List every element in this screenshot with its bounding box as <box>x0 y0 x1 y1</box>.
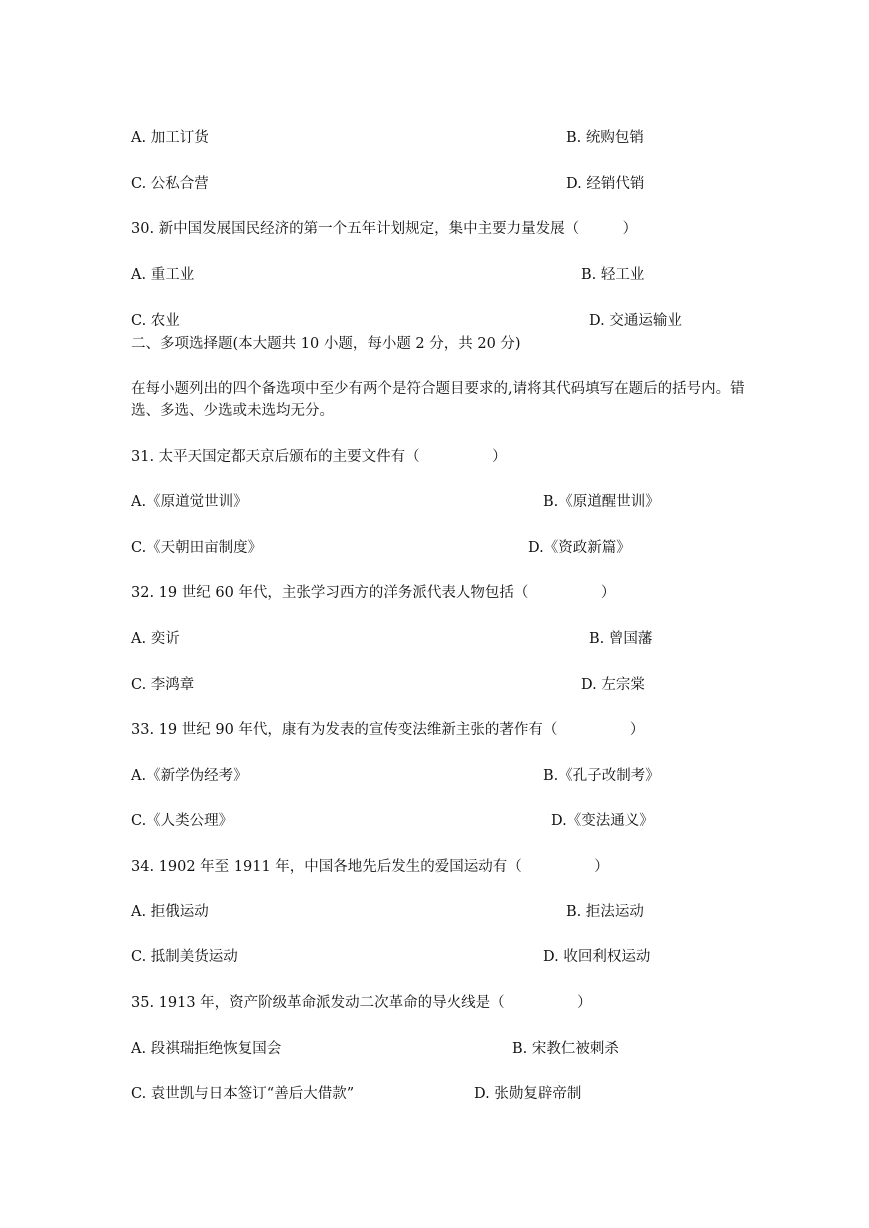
q34-stem: 34. 1902 年至 1911 年，中国各地先后发生的爱国运动有（ ） <box>131 859 609 875</box>
q31-option-a: A.《原道觉世训》 <box>131 494 248 510</box>
q31-option-d: D.《资政新篇》 <box>528 540 631 556</box>
q35-stem: 35. 1913 年，资产阶级革命派发动二次革命的导火线是（ ） <box>131 995 592 1011</box>
q30-option-b: B. 轻工业 <box>581 267 645 283</box>
q32-stem: 32. 19 世纪 60 年代，主张学习西方的洋务派代表人物包括（ ） <box>131 585 616 601</box>
q29-option-a: A. 加工订货 <box>131 130 209 146</box>
q29-option-b: B. 统购包销 <box>566 130 644 146</box>
section-instructions: 在每小题列出的四个备选项中至少有两个是符合题目要求的,请将其代码填写在题后的括号内。错选、多选、少选或未选均无分。 <box>131 381 745 419</box>
q33-stem: 33. 19 世纪 90 年代，康有为发表的宣传变法维新主张的著作有（ ） <box>131 722 645 738</box>
q31-stem: 31. 太平天国定都天京后颁布的主要文件有（ ） <box>131 449 507 465</box>
q34-option-a: A. 拒俄运动 <box>131 904 209 920</box>
q33-option-b: B.《孔子改制考》 <box>543 768 660 784</box>
q35-option-b: B. 宋教仁被刺杀 <box>512 1041 619 1057</box>
q35-option-c: C. 袁世凯与日本签订“善后大借款” <box>131 1086 355 1102</box>
q30-option-a: A. 重工业 <box>131 267 195 283</box>
q35-option-d: D. 张勋复辟帝制 <box>474 1086 582 1102</box>
q34-option-c: C. 抵制美货运动 <box>131 949 238 965</box>
q32-option-b: B. 曾国藩 <box>589 631 653 647</box>
q30-stem: 30. 新中国发展国民经济的第一个五年计划规定，集中主要力量发展（ ） <box>131 221 638 237</box>
q29-option-d: D. 经销代销 <box>566 176 645 192</box>
q30-option-c: C. 农业 <box>131 313 180 329</box>
q32-option-c: C. 李鸿章 <box>131 677 195 693</box>
q31-option-b: B.《原道醒世训》 <box>543 494 660 510</box>
q32-option-d: D. 左宗棠 <box>581 677 645 693</box>
q30-option-d: D. 交通运输业 <box>589 313 682 329</box>
q33-option-d: D.《变法通义》 <box>551 813 654 829</box>
q35-option-a: A. 段祺瑞拒绝恢复国会 <box>131 1041 282 1057</box>
q29-option-c: C. 公私合营 <box>131 176 209 192</box>
q34-option-d: D. 收回利权运动 <box>543 949 651 965</box>
q34-option-b: B. 拒法运动 <box>566 904 644 920</box>
section-heading: 二、多项选择题(本大题共 10 小题，每小题 2 分，共 20 分) <box>131 336 521 352</box>
q33-option-a: A.《新学伪经考》 <box>131 768 248 784</box>
q33-option-c: C.《人类公理》 <box>131 813 234 829</box>
q32-option-a: A. 奕䜣 <box>131 631 180 647</box>
q31-option-c: C.《天朝田亩制度》 <box>131 540 263 556</box>
